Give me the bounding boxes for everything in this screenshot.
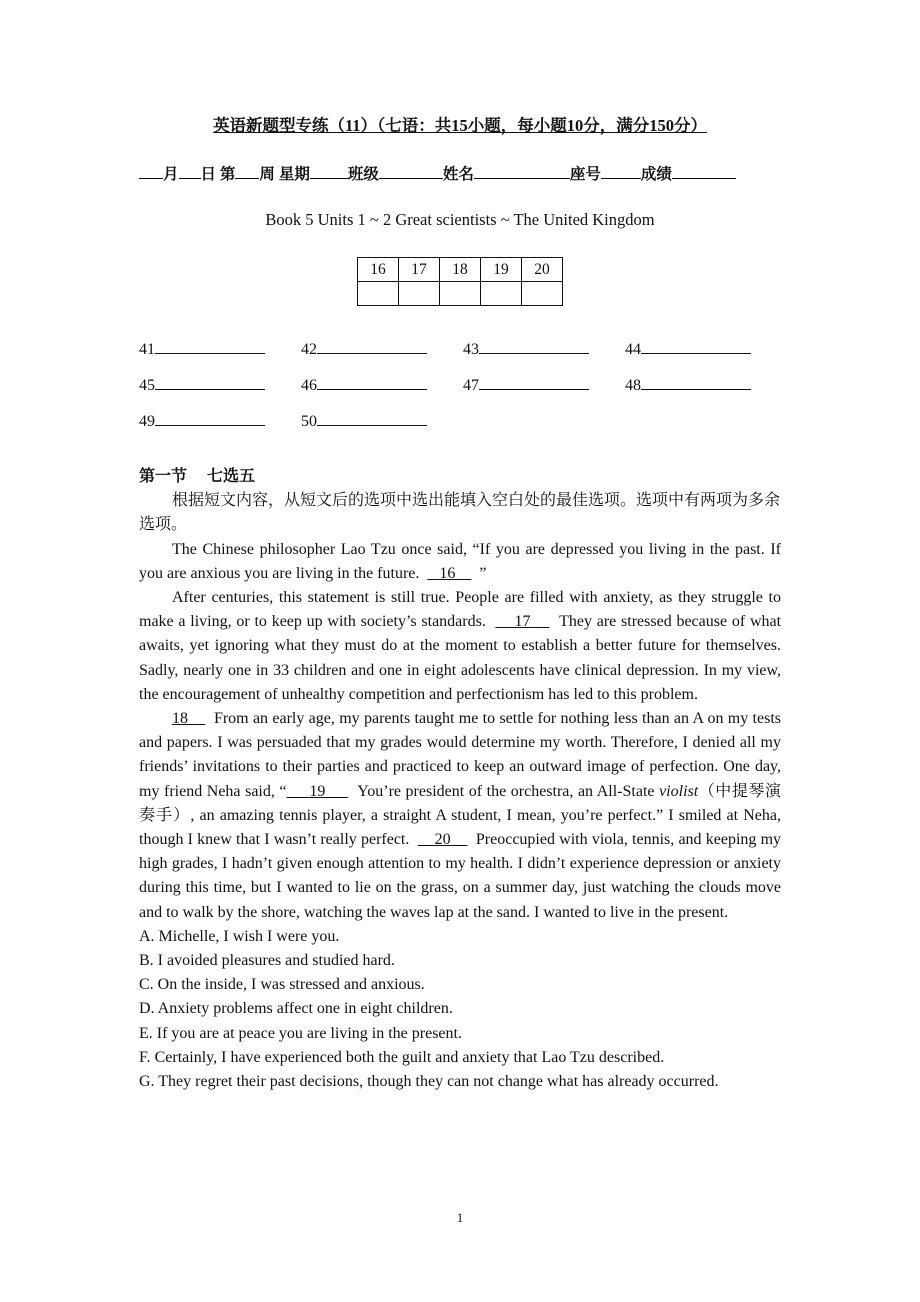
option-f: F. Certainly, I have experienced both the guilt and anxiety that Lao Tzu described. [139,1048,665,1066]
answer-number: 19 [481,258,522,282]
answer-number-row [358,258,563,282]
month-label: 月 [163,166,179,183]
blank-line[interactable] [155,339,265,354]
class-label: 班级 [347,166,379,183]
blank-number: 42 [301,341,317,358]
passage-paragraph [139,586,781,707]
blank-item [301,339,463,359]
blank-20 [418,831,468,848]
blank-row [139,411,789,447]
blank-row [139,339,789,375]
section-instruction: 根据短文内容，从短文后的选项中选出能填入空白处的最佳选项。选项中有两项为多余选项。 [139,492,781,534]
blank-line[interactable] [155,375,265,390]
option-d: D. Anxiety problems affect one in eight children. [139,1000,453,1018]
passage-text: Preoccupied with viola, tennis, and keeping my high grades, I hadn’t given enough attention to my health. I didn’t experience depression or anxiety during this time, but I wanted to lie on the grass, on a summer day, just watching the clouds move and to walk by the shore, watching the waves lap at the sand. I wanted to live in the present. [139,831,782,921]
passage-text: From an early age, my parents taught me to settle for nothing less than an A on my tests and papers. I was persuaded that my grades would determine my worth. Therefore, I denied all my friends’ invitations to their parties and practiced to keep an outward image of perfection. One day, my friend Neha said, “ [139,710,782,800]
blank-line[interactable] [641,339,751,354]
answer-cell[interactable] [522,282,563,306]
section-number: 第一节 [139,468,188,485]
blank-19-number: 19 [309,782,326,800]
passage-text: The Chinese philosopher Lao Tzu once said, “If you are depressed you living in the past. If you are anxious you are living in the future. [139,540,781,582]
blank-20-number: 20 [434,831,451,849]
answer-table [357,257,563,306]
day-label: 日 [200,166,217,183]
section-type: 七选五 [207,468,256,485]
blank-line[interactable] [155,411,265,426]
reading-section [139,465,781,1094]
score-blank[interactable] [672,164,736,179]
blank-17 [495,613,549,630]
answer-cell[interactable] [440,282,481,306]
class-blank[interactable] [379,164,443,179]
student-info-line [139,162,779,184]
blank-item [301,411,463,431]
option-e: E. If you are at peace you are living in the present. [139,1024,462,1042]
passage-paragraph [139,538,781,586]
blank-19 [287,783,349,800]
passage-text: After centuries, this statement is still true. People are filled with anxiety, as they struggle to make a living, or to keep up with society’s standards. [139,589,781,631]
name-label: 姓名 [442,166,474,183]
weekday-label: 星期 [278,166,310,183]
score-label: 成绩 [640,166,672,183]
passage-text: ” [479,564,487,582]
week-label: 周 [259,166,275,183]
answer-input-row [358,282,563,306]
blank-18 [172,710,205,727]
answer-number: 18 [440,258,481,282]
blank-item [301,375,463,395]
blank-line[interactable] [641,375,751,390]
page-number: 1 [456,1210,464,1225]
seat-blank[interactable] [601,164,641,179]
month-blank[interactable] [139,164,163,179]
blank-number: 49 [139,413,155,430]
week-blank[interactable] [235,164,259,179]
answer-number: 20 [522,258,563,282]
name-blank[interactable] [474,164,570,179]
section-title [139,465,781,489]
blank-line[interactable] [317,375,427,390]
blank-17-number: 17 [514,613,531,631]
blank-number: 44 [625,341,641,358]
passage-text: （中提琴演奏手）, an amazing tennis player, a straight A student, I mean, you’re perfect.” I smiled at Neha, though I knew that I wasn’t really perfect. [139,782,781,849]
blank-item [625,375,787,395]
blank-16-number: 16 [439,564,456,582]
blank-row [139,375,789,411]
answer-number: 17 [399,258,440,282]
blank-number: 41 [139,341,155,358]
blank-number: 47 [463,377,479,394]
blank-item [139,375,301,395]
blank-line[interactable] [479,339,589,354]
blank-item [463,339,625,359]
answer-cell[interactable] [358,282,399,306]
weekday-blank[interactable] [310,164,348,179]
option-c: C. On the inside, I was stressed and anxious. [139,976,425,994]
blank-line[interactable] [317,339,427,354]
blank-item [625,339,787,359]
blank-16 [427,565,471,582]
answer-cell[interactable] [399,282,440,306]
worksheet-title: 英语新题型专练（11）（七语：共15小题，每小题10分，满分150分） [212,116,708,135]
blank-line[interactable] [317,411,427,426]
blank-number: 48 [625,377,641,394]
option-b: B. I avoided pleasures and studied hard. [139,952,395,970]
answer-number: 16 [358,258,399,282]
day-blank[interactable] [179,164,201,179]
passage-text: They are stressed because of what awaits, yet ignoring what they must do at the moment to establish a better future for themselves. Sadly, nearly one in 33 children and one in eight adolescents have clinical depression. In my view, the encouragement of unhealthy competition and perfectionism has led to this problem. [139,613,782,703]
option-g: G. They regret their past decisions, though they can not change what has already occurred. [139,1073,719,1091]
blank-number: 45 [139,377,155,394]
blank-number: 50 [301,413,317,430]
unit-subtitle: Book 5 Units 1 ~ 2 Great scientists ~ The United Kingdom [265,210,655,229]
passage-italic-term: violist [659,782,699,800]
blank-item [139,411,301,431]
seat-label: 座号 [569,166,601,183]
blank-number: 46 [301,377,317,394]
answer-cell[interactable] [481,282,522,306]
blank-item [139,339,301,359]
blank-line[interactable] [479,375,589,390]
blank-item [463,375,625,395]
blank-18-number: 18 [172,710,188,728]
blank-number: 43 [463,341,479,358]
week-prefix-label: 第 [219,166,236,183]
passage-paragraph [139,707,781,925]
passage-text: You’re president of the orchestra, an All-State [357,782,655,800]
option-a: A. Michelle, I wish I were you. [139,927,340,945]
fill-blanks-grid [139,339,789,447]
